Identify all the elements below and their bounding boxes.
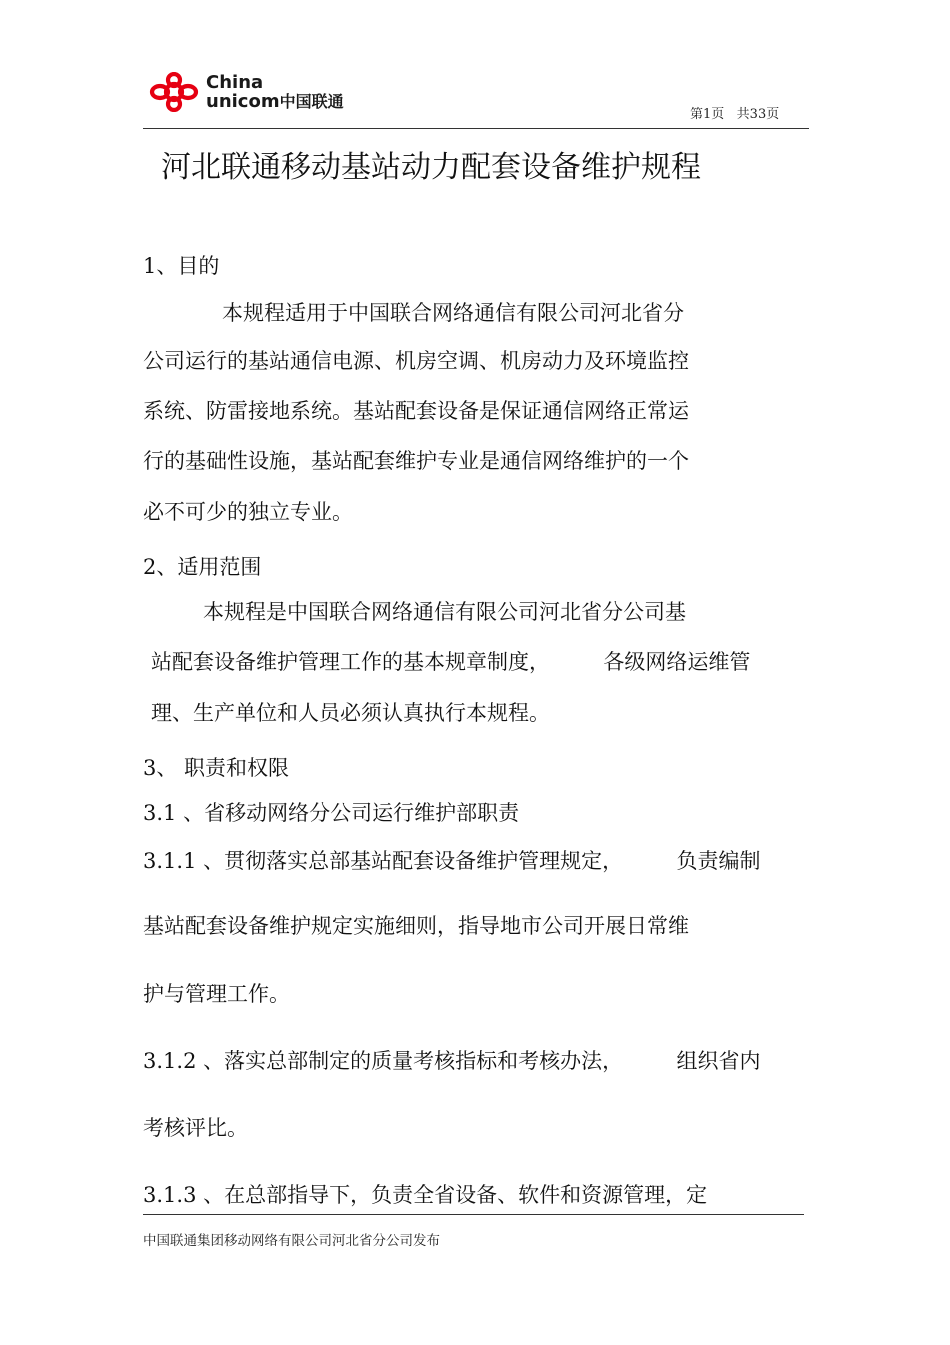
paragraph-line: 必不可少的独立专业。 [143,500,353,524]
subsection-heading: 3.1 、省移动网络分公司运行维护部职责 [143,801,520,825]
page-indicator: 第1页 共33页 [690,107,780,122]
clause-line: 基站配套设备维护规定实施细则，指导地市公司开展日常维 [143,914,689,938]
paragraph-line: 行的基础性设施，基站配套维护专业是通信网络维护的一个 [143,449,689,473]
paragraph-line: 站配套设备维护管理工作的基本规章制度， 各级网络运维管 [151,650,751,674]
clause-line: 考核评比。 [143,1116,248,1140]
section-heading: 3、 职责和权限 [143,756,290,780]
section-heading: 1、目的 [143,254,220,278]
paragraph-line: 本规程适用于中国联合网络通信有限公司河北省分 [222,301,684,325]
logo-english-line2 [206,93,344,111]
unicom-knot-icon [146,72,202,112]
logo-wordmark [206,74,344,111]
footer-publisher: 中国联通集团移动网络有限公司河北省分公司发布 [143,1233,440,1249]
paragraph-line: 本规程是中国联合网络通信有限公司河北省分公司基 [203,600,686,624]
document-title: 河北联通移动基站动力配套设备维护规程 [161,150,701,185]
china-unicom-logo [146,70,361,116]
paragraph-line: 公司运行的基站通信电源、机房空调、机房动力及环境监控 [143,349,689,373]
paragraph-line: 系统、防雷接地系统。基站配套设备是保证通信网络正常运 [143,399,689,423]
paragraph-line: 理、生产单位和人员必须认真执行本规程。 [151,701,550,725]
logo-english-line1: China [206,72,264,93]
logo-chinese-name: 中国联通 [279,92,344,111]
clause-line: 3.1.1 、贯彻落实总部基站配套设备维护管理规定， 负责编制 [143,849,761,873]
footer-divider [143,1214,804,1215]
clause-line: 护与管理工作。 [143,982,290,1006]
clause-line: 3.1.3 、在总部指导下，负责全省设备、软件和资源管理，定 [143,1183,708,1207]
clause-line: 3.1.2 、落实总部制定的质量考核指标和考核办法， 组织省内 [143,1049,761,1073]
logo-english-unicom: unicom [206,91,280,112]
section-heading: 2、适用范围 [143,555,262,579]
header-divider [143,128,809,129]
